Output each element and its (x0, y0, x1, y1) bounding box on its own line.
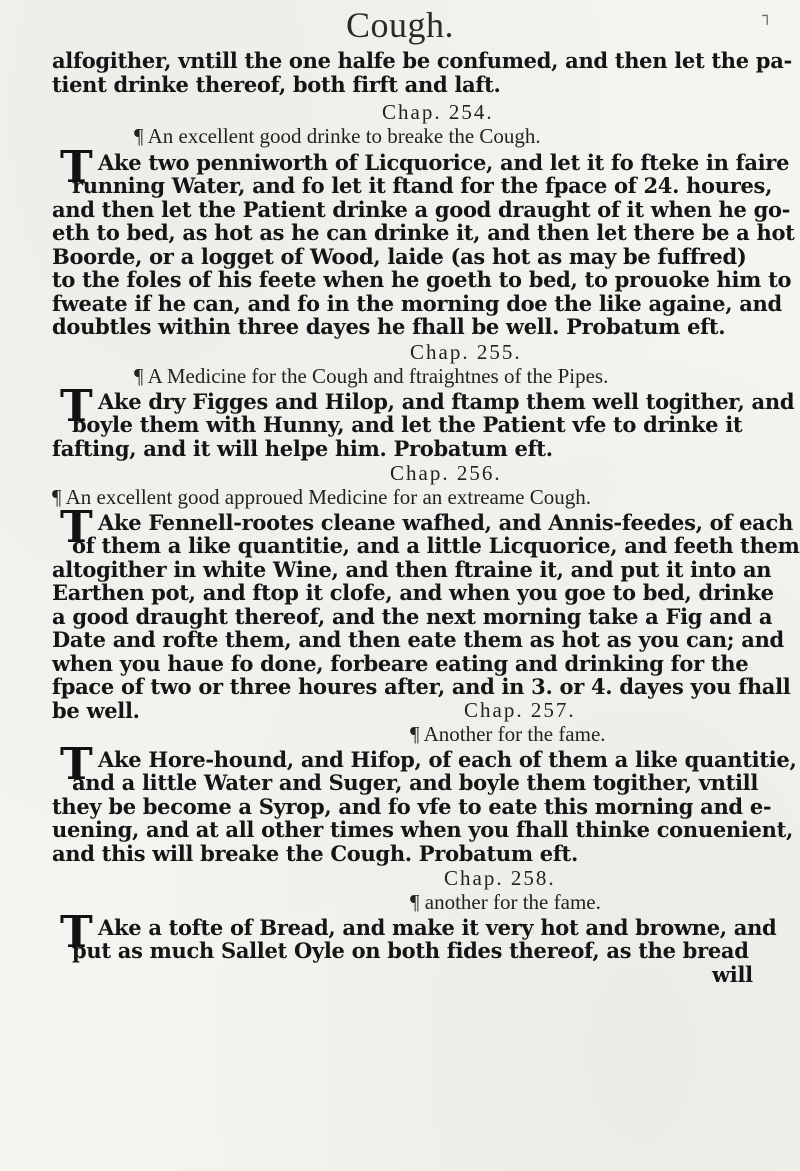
text-line: Earthen pot, and ftop it clofe, and when you goe to bed, drinke (52, 580, 774, 605)
text-line: altogither in white Wine, and then ftraine it, and put it into an (52, 557, 772, 582)
text-line: fweate if he can, and fo in the morning doe the like againe, and (52, 291, 782, 316)
text-line: doubtles within three dayes he fhall be well. Probatum eft. (52, 314, 726, 339)
section-subheading: ¶ another for the fame. (410, 890, 601, 914)
chapter-heading: Chap. 256. (390, 461, 502, 485)
text-line: a good draught thereof, and the next morning take a Fig and a (52, 604, 773, 629)
text-line: eth to bed, as hot as he can drinke it, and then let there be a hot (52, 220, 795, 245)
text-line: running Water, and fo let it ftand for the fpace of 24. houres, (72, 173, 773, 198)
text-line: boyle them with Hunny, and let the Patient vfe to drinke it (72, 412, 743, 437)
section-subheading: ¶ Another for the fame. (410, 722, 606, 746)
chapter-heading: Chap. 258. (444, 866, 556, 890)
text-line: and this will breake the Cough. Probatum eft. (52, 841, 578, 866)
drop-cap-letter: T (60, 381, 93, 432)
text-line: Ake dry Figges and Hilop, and ftamp them well togither, and (98, 389, 795, 414)
text-line: of them a like quantitie, and a little Licquorice, and feeth them (72, 533, 800, 558)
text-line: to the foles of his feete when he goeth to bed, to prouoke him to (52, 267, 792, 292)
text-line: they be become a Syrop, and fo vfe to eate this morning and e- (52, 794, 772, 819)
drop-cap-letter: T (60, 739, 93, 790)
text-line: tient drinke thereof, both firft and laft. (52, 72, 501, 97)
text-line: Ake Hore-hound, and Hifop, of each of them a like quantitie, (98, 747, 797, 772)
chapter-heading: Chap. 254. (382, 100, 494, 124)
text-line: alfogither, vntill the one halfe be confumed, and then let the pa- (52, 48, 792, 73)
text-line: Boorde, or a logget of Wood, laide (as hot as may be fuffred) (52, 244, 747, 269)
text-line: be well. (52, 698, 140, 723)
text-line: fpace of two or three houres after, and in 3. or 4. dayes you fhall (52, 674, 791, 699)
text-line: Date and rofte them, and then eate them as hot as you can; and (52, 627, 784, 652)
text-line: uening, and at all other times when you fhall thinke conuenient, (52, 817, 793, 842)
text-line: and then let the Patient drinke a good draught of it when he go- (52, 197, 791, 222)
text-line: Ake two penniworth of Licquorice, and let it fo fteke in faire (98, 150, 790, 175)
chapter-heading: Chap. 255. (410, 340, 522, 364)
section-subheading: ¶ A Medicine for the Cough and ftraightnes of the Pipes. (134, 364, 609, 388)
text-line: will (712, 962, 753, 987)
text-line: Ake Fennell-rootes cleane wafhed, and Annis-feedes, of each (98, 510, 793, 535)
text-line: when you haue fo done, forbeare eating and drinking for the (52, 651, 749, 676)
page-corner-mark: ┐ (762, 6, 772, 25)
drop-cap-letter: T (60, 907, 93, 958)
section-subheading: ¶ An excellent good approued Medicine for an extreame Cough. (52, 485, 592, 509)
text-line: Ake a tofte of Bread, and make it very hot and browne, and (98, 915, 777, 940)
chapter-heading: Chap. 257. (464, 698, 576, 722)
text-line: fafting, and it will helpe him. Probatum eft. (52, 436, 553, 461)
text-line: put as much Sallet Oyle on both fides thereof, as the bread (72, 938, 749, 963)
drop-cap-letter: T (60, 142, 93, 193)
running-head: Cough. (345, 5, 454, 45)
text-line: and a little Water and Suger, and boyle them togither, vntill (72, 770, 759, 795)
section-subheading: ¶ An excellent good drinke to breake the Cough. (134, 124, 541, 148)
drop-cap-letter: T (60, 502, 93, 553)
